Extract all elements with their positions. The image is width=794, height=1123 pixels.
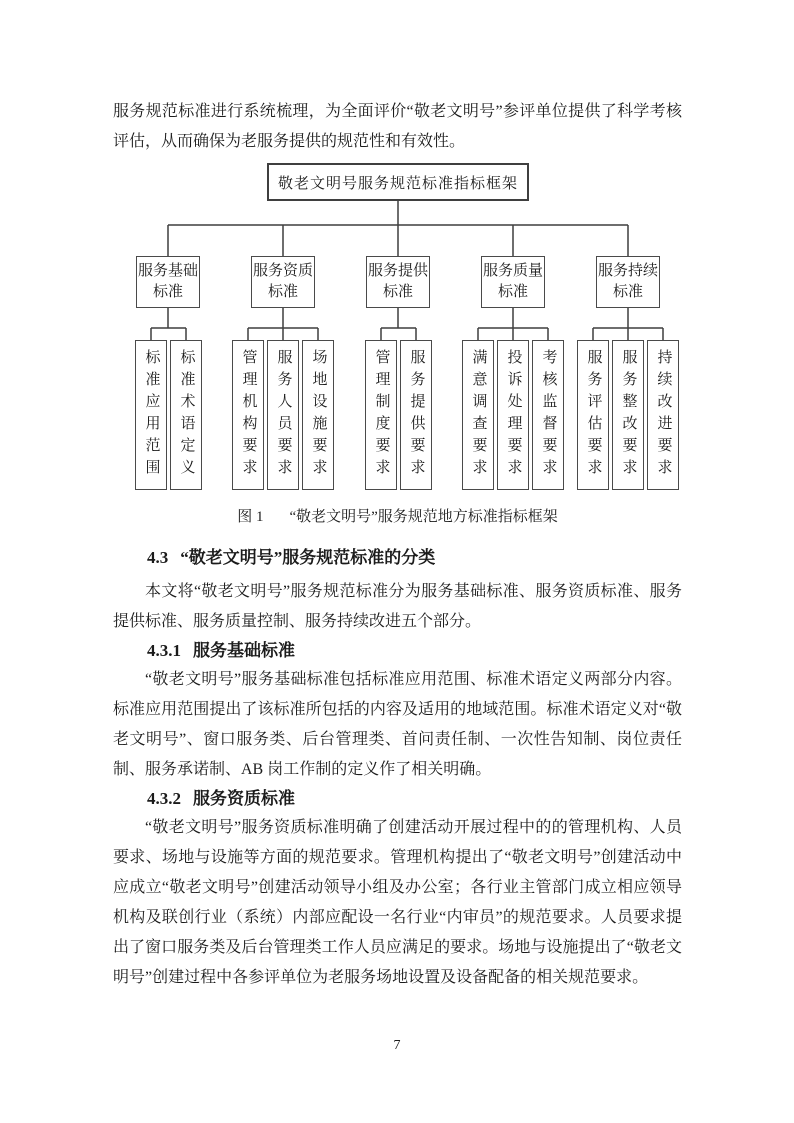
tree-leaf-node [400,340,432,490]
tree-leaf-node [267,340,299,490]
figure-caption-label: 图 1 [237,509,264,525]
tree-leaf-node [170,340,202,490]
tree-branch-node-3: 服务提供标准 [366,256,430,308]
tree-leaf-group-5 [577,340,679,490]
tree-leaf-label: 服务整改要求 [620,349,637,481]
tree-root-node: 敬老文明号服务规范标准指标框架 [267,163,529,201]
section-heading-4-3 [113,546,682,570]
tree-leaf-node [135,340,167,490]
tree-leaf-label: 投诉处理要求 [505,349,522,481]
tree-leaf-label: 考核监督要求 [540,349,557,481]
section-number: 4.3 [147,548,169,567]
tree-leaf-label: 满意调查要求 [470,349,487,481]
section-title: 服务基础标准 [193,641,295,660]
section-paragraph-4-3-2: “敬老文明号”服务资质标准明确了创建活动开展过程中的的管理机构、人员要求、场地与设施等方面的规范要求。管理机构提出了“敬老文明号”创建活动中应成立“敬老文明号”创建活动领导小组及办公室；各行业主管部门成立相应领导机构及联创行业（系统）内部应配设一名行业“内审员”的规范要求。人员要求提出了窗口服务类及后台管理类工作人员应满足的要求。场地与设施提出了“敬老文明号”创建过程中各参评单位为老服务场地设置及设备配备的相关规范要求。 [113,819,682,986]
figure-caption-text: “敬老文明号”服务规范地方标准指标框架 [289,509,558,525]
tree-leaf-node [612,340,644,490]
tree-leaf-node [365,340,397,490]
tree-leaf-group-2 [232,340,334,490]
tree-leaf-label: 管理机构要求 [240,349,257,481]
tree-leaf-group-1 [135,340,202,490]
section-paragraph-4-3-1: “敬老文明号”服务基础标准包括标准应用范围、标准术语定义两部分内容。标准应用范围提出了该标准所包括的内容及适用的地域范围。标准术语定义对“敬老文明号”、窗口服务类、后台管理类、首问责任制、一次性告知制、岗位责任制、服务承诺制、AB 岗工作制的定义作了相关明确。 [113,671,682,778]
tree-branch-node-5: 服务持续标准 [596,256,660,308]
tree-leaf-label: 管理制度要求 [373,349,390,481]
tree-leaf-node [577,340,609,490]
tree-leaf-label: 服务提供要求 [408,349,425,481]
tree-leaf-label: 持续改进要求 [655,349,672,481]
tree-leaf-group-3 [365,340,432,490]
tree-leaf-node [302,340,334,490]
tree-leaf-group-4 [462,340,564,490]
tree-branch-node-2: 服务资质标准 [251,256,315,308]
tree-leaf-label: 服务评估要求 [585,349,602,481]
section-title: “敬老文明号”服务规范标准的分类 [180,548,436,567]
tree-branch-node-1: 服务基础标准 [136,256,200,308]
section-paragraph-4-3: 本文将“敬老文明号”服务规范标准分为服务基础标准、服务资质标准、服务提供标准、服务质量控制、服务持续改进五个部分。 [113,583,682,630]
intro-paragraph: 服务规范标准进行系统梳理，为全面评价“敬老文明号”参评单位提供了科学考核评估，从而确保为老服务提供的规范性和有效性。 [113,103,682,150]
section-heading-4-3-1 [113,639,682,663]
figure-tree [113,163,682,490]
section-number: 4.3.1 [147,641,181,660]
tree-leaf-node [462,340,494,490]
page-content [113,0,682,993]
tree-leaf-label: 标准术语定义 [178,349,195,481]
tree-leaf-label: 场地设施要求 [310,349,327,481]
figure-caption [113,506,682,528]
tree-leaf-node [497,340,529,490]
tree-branch-node-4: 服务质量标准 [481,256,545,308]
section-title: 服务资质标准 [193,789,295,808]
tree-leaf-label: 服务人员要求 [275,349,292,481]
tree-leaf-label: 标准应用范围 [143,349,160,481]
section-number: 4.3.2 [147,789,181,808]
tree-leaf-node [532,340,564,490]
tree-leaf-node [232,340,264,490]
page-number: 7 [393,1038,401,1053]
tree-leaf-node [647,340,679,490]
section-heading-4-3-2 [113,787,682,811]
